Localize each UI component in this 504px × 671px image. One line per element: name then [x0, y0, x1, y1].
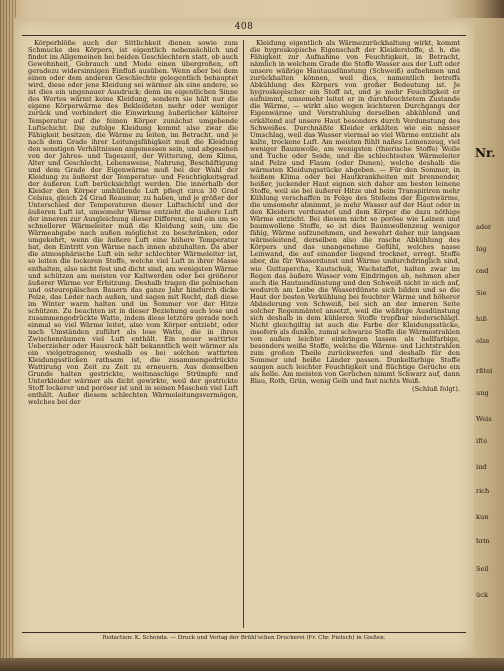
- adjacent-page-fragment: Sie: [476, 289, 487, 297]
- adjacent-page-fragment: ifte: [476, 437, 488, 445]
- adjacent-page-fragment: hiß: [476, 315, 487, 323]
- adjacent-page-strip: [474, 18, 504, 658]
- adjacent-page-fragment: ond: [476, 267, 489, 275]
- adjacent-page-fragment: Seil: [476, 565, 489, 573]
- adjacent-page-fragment: ück: [476, 591, 488, 599]
- left-column: [28, 40, 238, 628]
- adjacent-page-heading: Nr.: [475, 146, 496, 160]
- left-column-paragraph: Körperblöße auch der Sittlichkeit dienen sowie zum Schmucke des Körpers, ist eigentlich nebensächlich und findet im Allgemeinen bei beiden Geschlechtern statt, ob auch Gewohnheit, Gebrauch und Mode einen übergroßen, oft geradezu widersinnigen Einfluß ausüben. Wenn aber bei dem einen oder dem anderen Geschlechte gelegentlich behauptet wird, diese oder jene Kleidung sei wärmer als eine andere, so ist dies ein ungenauer Ausdruck; denn im eigentlichen Sinne des Wortes wärmt keine Kleidung, sondern sie hält nur die eigene Körperwärme des Bekleideten mehr oder weniger zurück und verhindert die Einwirkung äußerlicher kälterer Temperatur auf die feinen Körper zunächst umgebende Luftschicht. Die zufolge Kleidung kommt also zwar die Fähigkeit besitzen, die Wärme zu leiten, im Betracht, und je nach dem Grade ihrer Leitungsfähigkeit muß die Kleidung den sonstigen Verhältnissen angemessen sein, und abgesehen von der Jahres- und Tageszeit, der Witterung, dem Klima, Alter und Geschlecht, Lebensweise, Nahrung, Beschäftigung und dem Grade der Eigenwärme muß bei der Wahl der Kleidung zu äußerst der Temperatur- und Feuchtigkeitsgrad der äußeren Luft berücksichtigt werden. Die innerhalb der Kleider den Körper umhüllende Luft pflegt circa 30 Grad Celsius, gleich 24 Grad Reaumur, zu haben, und je größer der Unterschied der Temperaturen dieser Luftschicht und der äußeren Luft ist, umsomehr Wärme entzieht die äußere Luft der inneren zur Ausgleichung dieser Differenz, und ein um so schnellerer Wärmeleiter muß die Kleidung sein, um die Wärmeabgabe nach außen möglichst zu beschränken, oder umgekehrt, wenn die äußere Luft eine höhere Temperatur hat, den Eintritt von Wärme nach innen abzuhalten. Da aber die atmosphärische Luft ein sehr schlechter Wärmeleiter ist, so leiten die lockeren Stoffe, welche viel Luft in ihrer Masse enthalten, also nicht fest und dicht sind, am wenigsten Wärme und schützen am meisten vor Kaltwerden oder bei größerer äußerer Wärme vor Erhitzung. Deshalb tragen die polnischen und osteuropäischen Bauern das ganze Jahr hindurch dicke Pelze, das Leder nach außen, und sagen mit Recht, daß diese im Winter warm halten und im Sommer vor der Hitze schützen. Zu beachten ist in dieser Beziehung auch lose und zusammengedrückte Watte, indem diese letztere gerade noch einmal so viel Wärme leitet, also vom Körper entzieht, oder nach Umständen zuführt als lose Watte, die in ihren Zwischenräumen viel Luft enthält. Ein neuer wattirter Ueberzieher oder Hausrock hält bekanntlich weit wärmer als ein vielgetragener, weshalb es bei solchen wattirten Kleidungsstücken rathsam ist, die zusammengedrückte Wattirung von Zeit zu Zeit zu erneuern. Aus demselben Grunde halten gestrickte, weitmaschige Strümpfe und Unterkleider wärmer als dicht gewirkte, weil der gestrickte Stoff lockerer und poröser ist und in seinen Maschen viel Luft enthält. Außer diesem schlechten Wärmeleitungsvermögen, welches bei der: [28, 40, 238, 407]
- right-column-paragraph: Kleidung eigentlich als Wärmezurückhaltung wirkt, kommt die hygroskopische Eigenschaft der Kleiderstoffe, d. h. die Fähigkeit zur Aufnahme von Feuchtigkeit, in Betracht, nämlich in welchem Grade die Stoffe Wasser aus der Luft oder unsere wäßrige Hautausdünstung (Schweiß) aufnehmen und zurückhalten können, weil dies, namentlich betreffs Abkühlung des Körpers von großer Bedeutung ist. Je hygroskopischer ein Stoff ist, und je mehr Feuchtigkeit er aufnimmt, umsomehr leitet er in durchfeuchtetem Zustande die Wärme, — wirkt also wegen leichteren Durchgangs der Eigenwärme und Verstrahlung derselben abkühlend und erkältend auf unsere Haut besonders durch Verdunstung des Schweißes. Durchnäßte Kleider erkälten wie ein nasser Umschlag, weil das Wasser viermal so viel Wärme entzieht als kalte, trockene Luft. Am meisten fühlt naßes Leinenzeug, viel weniger Baumwolle, am wenigsten (thierische Stoffe) Wolle und Tuche oder Seide, und die schlechtesten Wärmeleiter sind Pelze und Flaum (oder Dunen), welche deshalb die wärmsten Kleidungsstücke abgeben. — Für den Sommer, in heißem Klima oder bei Hautkrankheiten mit brennender, heißer, juckender Haut eignen sich daher am besten leinene Stoffe, weil sie bei äußerer Hitze und beim Transpiriren mehr Kühlung verschaffen in Folge des Stehens der Eigenwärme, die umsomehr abnimmt, je mehr Wasser auf der Haut oder in den Kleidern verdunstet und dem Körper die dazu nöthige Wärme entzieht. Bei diesem nicht so poröse wie Leinen und baumwollene Stoffe, so ist dies Baumwollenzeug weniger fähig, Wärme aufzunehmen, und bewahrt daher nur langsam wärmeleitend, derselben also die rasche Abkühlung des Körpers und das unangenehme Gefühl, welches nasse Leinwand, die auf einander liegend trocknet, erregt. Stoffe aber, die für Wasserdunst und Wärme undurchdringlich sind, wie Guttapercha, Kautschuk, Wachstaffet, halten zwar im Regen das äußere Wasser vom Eindringen ab, nehmen aber auch die Hautausdünstung und den Schweiß nicht in sich auf, wodurch am Leibe die Wasserdünste sich bilden und so die Haut der besten Verkühlung bei feuchter Wärme und höherer Abänderung von Schweiß, bei sich an der inneren Seite solcher Regenmäntel ansetzt, weil die wäßrige Ausdünstung sich deshalb in dem kühleren Stoffe tropfbar niederschlägt. Nicht gleichgiltig ist auch die Farbe der Kleidungsstücke, insofern als dunkle, zumal schwarze Stoffe die Wärmestrahlen von außen leichter einbringen lassen als hellfarbige, besonders weiße Stoffe, welche die Wärme- und Lichtstrahlen zum großen Theile zurückwerfen und deshalb für den Sommer und heiße Länder passen. Dunkelfarbige Stoffe saugen auch leichter Feuchtigkeit und flüchtige Gerüche ein als helle. Am meisten von Gerüchen nimmt Schwarz auf, dann Blau, Roth, Grün, wenig Gelb und fast nichts Weiß.: [250, 40, 460, 386]
- newspaper-page: [14, 18, 474, 658]
- adjacent-page-fragment: hig: [476, 245, 487, 253]
- column-divider: [243, 40, 244, 628]
- adjacent-page-fragment: Weis: [476, 415, 492, 423]
- footer-rule: [22, 632, 466, 633]
- to-be-continued: (Schluß folgt).: [412, 385, 460, 394]
- adjacent-page-fragment: ind: [476, 463, 487, 471]
- adjacent-page-fragment: hrin: [476, 537, 490, 545]
- adjacent-page-fragment: olze: [476, 337, 490, 345]
- adjacent-page-fragment: rßtei: [476, 367, 493, 375]
- page-number: 408: [234, 22, 254, 32]
- scan-bottom-edge: [0, 658, 504, 671]
- adjacent-page-fragment: kun: [476, 513, 489, 521]
- header-rule: [22, 35, 466, 36]
- adjacent-page-fragment: ung: [476, 389, 489, 397]
- adjacent-page-fragment: ader: [476, 223, 492, 231]
- right-column: [250, 40, 460, 628]
- imprint-footer: Redaction: K. Schenda. — Druck und Verlag der Brühl'schen Druckerei (Fr. Chr. Pietsch) in Gießen.: [102, 635, 386, 641]
- adjacent-page-fragment: rich: [476, 487, 490, 495]
